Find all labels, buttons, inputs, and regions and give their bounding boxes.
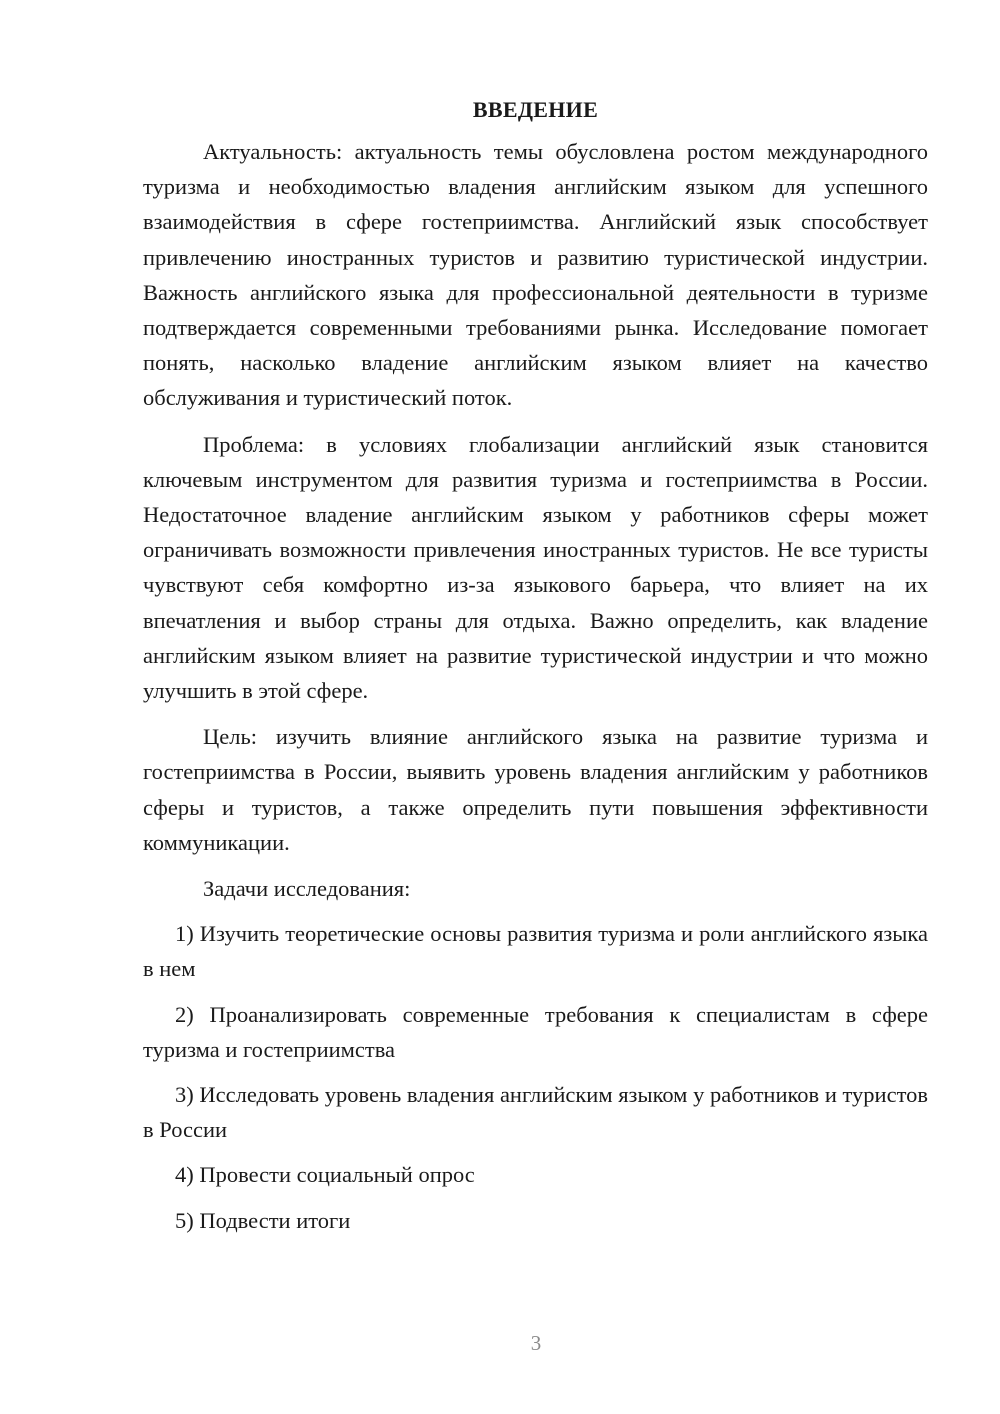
tasks-list [143,916,928,1238]
tasks-heading: Задачи исследования: [203,876,411,902]
paragraph-problem: Проблема: в условиях глобализации английский язык становится ключевым инструментом для развития туризма и гостеприимства в России. Недостаточное владение английским языком у работников сферы может ограничивать возможности привлечения иностранных туристов. Не все туристы чувствуют себя комфортно из-за языкового барьера, что влияет на их впечатления и выбор страны для отдыха. Важно определить, как владение английским языком влияет на развитие туристической индустрии и что можно улучшить в этой сфере. [143,431,928,704]
task-item: 4) Провести социальный опрос [175,1162,475,1188]
paragraph-relevance: Актуальность: актуальность темы обусловлена ростом международного туризма и необходимостью владения английским языком для успешного взаимодействия в сфере гостеприимства. Английский язык способствует привлечению иностранных туристов и развитию туристической индустрии. Важность английского языка для профессиональной деятельности в туризме подтверждается современными требованиями рынка. Исследование помогает понять, насколько владение английским языком влияет на качество обслуживания и туристический поток. [143,139,928,411]
task-item: 2) Проанализировать современные требования к специалистам в сфере туризма и гостеприимства [143,1001,928,1062]
task-item: 1) Изучить теоретические основы развития туризма и роли английского языка в нем [143,921,928,982]
paragraph-goal: Цель: изучить влияние английского языка на развитие туризма и гостеприимства в России, выявить уровень владения английским у работников сферы и туристов, а также определить пути повышения эффективности коммуникации. [143,724,928,855]
section-title: ВВЕДЕНИЕ [472,97,599,122]
page-content [143,94,928,1238]
task-item: 5) Подвести итоги [175,1207,351,1233]
page-number: 3 [530,1331,542,1355]
task-item: 3) Исследовать уровень владения английским языком у работников и туристов в России [143,1082,928,1143]
